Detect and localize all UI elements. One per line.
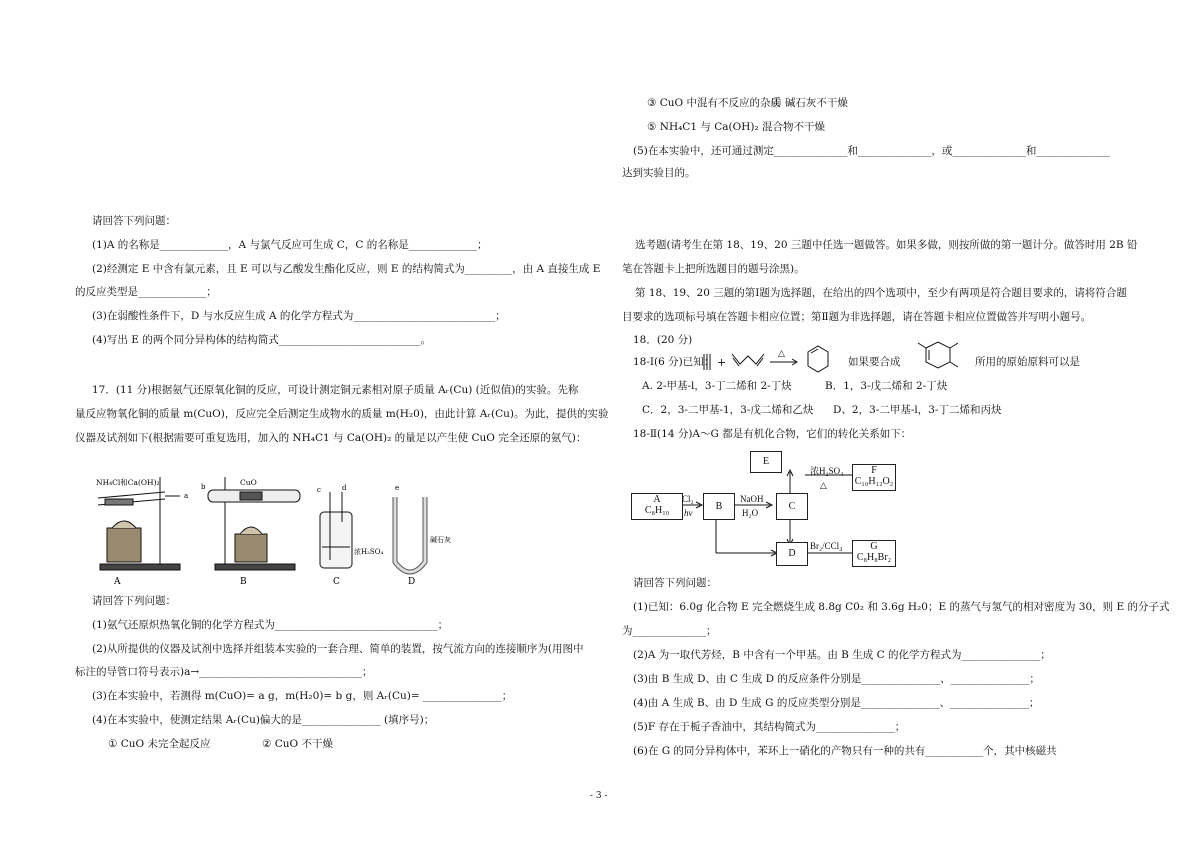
q17-part-4: (4)在本实验中，使测定结果 Aᵣ(Cu)偏大的是_______________ (填序号)； <box>92 714 435 726</box>
elective-note-4: 目要求的选项标号填在答题卡相应位置；第Ⅱ题为非选择题，请在答题卡相应位置做答并写明小题号。 <box>622 311 1092 323</box>
choice-d: D、2，3-二甲基-l，3-丁二烯和丙炔 <box>833 404 1002 416</box>
node-e: E <box>750 451 782 473</box>
left-part-3: (3)在弱酸性条件下，D 与水反应生成 A 的化学方程式为___________________________； <box>92 310 506 322</box>
node-a-formula: C₈H₁₀ <box>644 505 670 516</box>
elective-note-2: 笔在答题卡上把所选题目的题号涂黑)。 <box>622 263 805 275</box>
answer-prompt-2: 请回答下列问题： <box>92 595 176 607</box>
svg-text:+: + <box>717 356 727 369</box>
synthesis-prompt: 如果要合成 <box>848 356 901 368</box>
q17-part-2: (2)从所提供的仪器及试剂中选择并组装本实验的一套合理、简单的装置，按气流方向的连接顺序为(用图中 <box>92 643 584 655</box>
heat-symbol: △ <box>778 349 785 359</box>
label-b: B <box>240 577 247 587</box>
elective-note-3: 第 18、19、20 三题的第Ⅰ题为选择题，在给出的四个选项中，至少有两项是符合题目要求的，请将符合题 <box>635 287 1127 299</box>
reagent-h2o: H₂O <box>742 508 759 518</box>
node-d: D <box>776 542 808 566</box>
q17-part-2-end: 标注的导管口符号表示)a→_______________________________； <box>75 666 373 678</box>
diels-alder-scheme <box>700 342 850 378</box>
starting-material-prompt: 所用的原始原料可以是 <box>975 356 1080 368</box>
option-5: ⑤ NH₄C1 与 Ca(OH)₂ 混合物不干燥 <box>647 121 825 133</box>
part-1: (1)已知：6.0g 化合物 E 完全燃烧生成 8.8g C0₂ 和 3.6g H₂0；E 的蒸气与氢气的相对密度为 30，则 E 的分子式 <box>633 601 1170 613</box>
apparatus-diagram <box>90 472 460 587</box>
question-17-line-3: 仪器及试剂如下(根据需要可重复选用，加入的 NH₄C1 与 Ca(OH)₂ 的量足以产生使 CuO 完全还原的氨气)： <box>75 432 587 444</box>
left-part-1: (1)A 的名称是_____________，A 与氯气反应可生成 C，C 的名称是_____________； <box>92 239 488 251</box>
left-part-2: (2)经测定 E 中含有氯元素，且 E 可以与乙酸发生酯化反应，则 E 的结构简式为_________，由 A 直接生成 E <box>92 263 601 275</box>
q17-option-2: ② CuO 不干燥 <box>262 738 333 750</box>
label-d: D <box>408 577 416 587</box>
label-c: C <box>333 577 340 587</box>
port-e: e <box>395 484 400 492</box>
label-a: A <box>114 577 121 587</box>
page-number: - 3 - <box>590 791 608 801</box>
left-part-4: (4)写出 E 的两个同分异构体的结构简式___________________________。 <box>92 334 431 346</box>
reagent-br2: Br₂/CCl₄ <box>810 541 843 551</box>
question-18-i: 18-Ⅰ(6 分)已知： <box>633 356 715 368</box>
answer-prompt-1: 请回答下列问题： <box>92 215 176 227</box>
target-molecule <box>908 338 968 382</box>
choice-c: C．2，3-二甲基-1，3-戊二烯和乙炔 <box>642 404 814 416</box>
node-f <box>852 464 896 491</box>
reagent-d: 碱石灰 <box>430 536 451 544</box>
node-g-formula: C₈H₈Br₂ <box>856 552 892 563</box>
elective-note-1: 选考题(请考生在第 18、19、20 三题中任选一题做答。如果多做，则按所做的第一题计分。做答时用 2B 铅 <box>635 239 1138 251</box>
node-b: B <box>703 493 735 520</box>
question-17-line-2: 量反应物氧化铜的质量 m(CuO)，反应完全后测定生成物水的质量 m(H₂0)，由此计算 Aᵣ(Cu)。为此，提供的实验 <box>75 408 609 420</box>
reagent-cl2: Cl₂ <box>682 494 694 504</box>
node-f-label: F <box>871 465 877 476</box>
node-g <box>852 540 896 567</box>
question-17: 17．(11 分)根据氨气还原氧化铜的反应，可设计测定铜元素相对原子质量 Aᵣ(Cu) (近似值)的实验。先称 <box>92 384 579 396</box>
q17-option-1: ① CuO 未完全起反应 <box>108 738 211 750</box>
choice-b: B．1，3-戊二烯和 2-丁炔 <box>825 380 948 392</box>
choice-a: A. 2-甲基-l，3-丁二烯和 2-丁炔 <box>642 380 792 392</box>
question-18-ii: 18-Ⅱ(14 分)A～G 都是有机化合物，它们的转化关系如下： <box>633 428 912 440</box>
reagent-naoh: NaOH <box>740 494 764 504</box>
question-5-end: 达到实验目的。 <box>622 167 696 179</box>
reagent-hv: hv <box>684 508 693 518</box>
node-c: C <box>776 493 808 520</box>
reagent-h2so4: 浓H₂SO₄ <box>810 466 844 476</box>
q17-part-3: (3)在本实验中，若测得 m(CuO)= a g，m(H₂0)= b g，则 Aᵣ(Cu)= _______________； <box>92 690 513 702</box>
reagent-b: CuO <box>240 478 257 487</box>
part-6: (6)在 G 的同分异构体中，苯环上一硝化的产物只有一种的共有___________个，其中核磁共 <box>633 745 1057 757</box>
part-5: (5)F 存在于栀子香油中，其结构简式为_______________； <box>633 721 906 733</box>
question-18: 18．(20 分) <box>633 334 693 346</box>
left-part-2-end: 的反应类型是_____________； <box>75 286 217 298</box>
option-4: ④ 碱石灰不干燥 <box>771 97 848 109</box>
reagent-a: NH₄Cl和Ca(OH)₂ <box>96 478 160 487</box>
part-1-end: 为______________； <box>622 625 717 637</box>
question-5: (5)在本实验中，还可通过测定______________和______________，或______________和______________ <box>633 145 1110 157</box>
part-2: (2)A 为一取代芳烃，B 中含有一个甲基。由 B 生成 C 的化学方程式为_______________； <box>633 649 1051 661</box>
q17-part-1: (1)氨气还原炽热氧化铜的化学方程式为_______________________________； <box>92 619 449 631</box>
port-c: c <box>317 486 321 494</box>
reagent-heat: △ <box>820 480 827 490</box>
answer-prompt-right: 请回答下列问题： <box>633 577 717 589</box>
node-a <box>631 493 683 520</box>
port-b: b <box>201 483 206 491</box>
part-4: (4)由 A 生成 B、由 D 生成 G 的反应类型分别是_______________、_______________； <box>633 697 1040 709</box>
option-3: ③ CuO 中混有不反应的杂质 <box>647 97 781 109</box>
reagent-c: 浓H₂SO₄ <box>354 548 384 556</box>
port-d: d <box>342 484 347 492</box>
node-f-formula: C₁₀H₁₂O₂ <box>854 476 894 487</box>
port-a: a <box>184 492 189 500</box>
node-a-label: A <box>653 494 661 505</box>
part-3: (3)由 B 生成 D、由 C 生成 D 的反应条件分别是_______________、_______________； <box>633 673 1040 685</box>
node-g-label: G <box>870 541 878 552</box>
